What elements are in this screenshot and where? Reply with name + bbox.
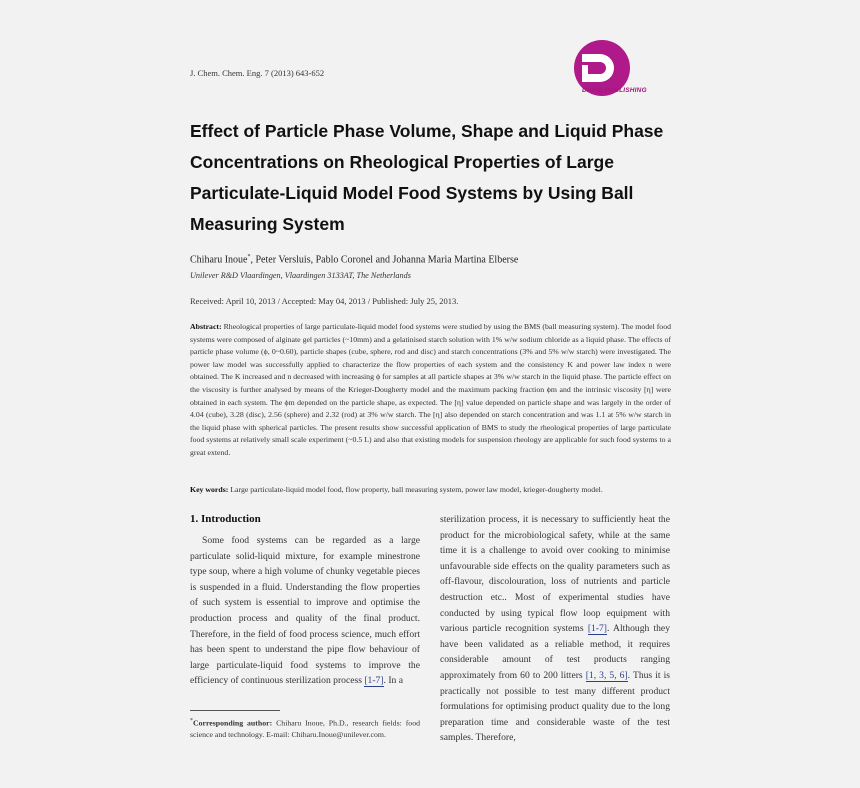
footnote-text: Chiharu Inoue, Ph.D., research fields: food science and technology. E-mail: Chiharu.Inoue@unilever.com. — [190, 718, 421, 739]
footnote-divider — [190, 710, 280, 711]
keywords-label: Key words: — [190, 485, 229, 494]
publication-dates: Received: April 10, 2013 / Accepted: May 04, 2013 / Published: July 25, 2013. — [190, 296, 459, 306]
abstract — [190, 321, 671, 460]
citation-link[interactable]: [1-7] — [364, 675, 384, 687]
keywords-text: Large particulate-liquid model food, flow property, ball measuring system, power law model, krieger-dougherty model. — [230, 485, 603, 494]
publisher-logo-text: DAVID PUBLISHING — [582, 87, 647, 94]
intro-paragraph — [440, 512, 670, 746]
corresponding-author-name: Chiharu Inoue — [190, 254, 248, 266]
abstract-label: Abstract: — [190, 322, 222, 331]
intro-text: . Although they have been validated as a reliable method, it requires considerable amount of test products ranging approximately from 60 to 200 litters — [440, 623, 670, 681]
co-authors: , Peter Versluis, Pablo Coronel and Johanna Maria Martina Elberse — [250, 254, 519, 266]
intro-column-right — [440, 512, 670, 746]
footnote-marker: * — [190, 718, 193, 724]
abstract-text: Rheological properties of large particulate-liquid model food systems were studied by using the BMS (ball measuring system). The model food systems were composed of alginate gel particles (~10mm) and a gelatinised starch solution with 1% w/w sodium chloride as a liquid phase. The effects of particle phase volume (ϕ, 0~0.60), particle shapes (cube, sphere, rod and disc) and starch concentrations (3% and 5% w/w starch) were investigated. The power law model was successfully applied to characterize the flow properties of each system and the consistency K and power law index n were obtained. The K increased and n decreased with increasing ϕ for samples at all particle shapes at 3% w/w starch in the liquid phase. The particle effect on the viscosity is further analysed by means of the Krieger-Dougherty model and the maximum packing fraction ϕm and the intrinsic viscosity [η] were obtained in each system. The ϕm depended on the particle shape, as expected. The [η] value depended on particle shape and was largely in the order of 4.04 (cube), 3.28 (disc), 2.56 (sphere) and 2.32 (rod) at 3% w/w starch. The [η] also depended on starch concentration and was 1.1 at 5% w/w starch in the liquid phase with spherical particles. The present results show successful application of BMS to study the rheological properties of large particulate food systems at relatively small scale experiment (~0.5 L) and also that existing models for suspension rheology are applicable for such food systems to a great extend. — [190, 322, 671, 457]
footnote-label: Corresponding author: — [193, 718, 273, 728]
citation-link[interactable]: [1, 3, 5, 6] — [585, 669, 628, 681]
authors-line — [190, 254, 518, 265]
intro-text: . Thus it is practically not possible to test many different product formulations for optimising product quality due to the long preparation time and considerable waste of the test samples. Therefore, — [440, 669, 670, 744]
footnote-corresponding-author — [190, 716, 420, 740]
intro-column-left — [190, 533, 420, 689]
paper-title: Effect of Particle Phase Volume, Shape and Liquid Phase Concentrations on Rheological Properties of Large Particulate-Liquid Model Food Systems by Using Ball Measuring System — [190, 121, 664, 234]
intro-paragraph — [190, 533, 420, 689]
intro-text: sterilization process, it is necessary to sufficiently heat the product for the microbiological safety, while at the same time it is a challenge to avoid over cooking to minimise unfavourable side effects on the quality parameters such as off-flavour, discolouration, loss of nutrients and particle destruction etc.. Most of experimental studies have conducted by using typical flow loop equipment with various particle recognition systems — [440, 514, 670, 635]
intro-text: Some food systems can be regarded as a large particulate solid-liquid mixture, for example minestrone type soup, where a high volume of chunky vegetable pieces is suspended in a fluid. Understanding the flow properties of such system is essential to improve and optimise the production process and quality of the final product. Therefore, in the field of food process science, much effort has been spent to understand the pipe flow behaviour of large particulate-liquid food systems to improve the efficiency of continuous sterilization process — [190, 535, 420, 687]
intro-text: . In a — [383, 675, 403, 687]
corresponding-marker: * — [247, 254, 251, 260]
section-heading-introduction: 1. Introduction — [190, 513, 261, 525]
journal-reference: J. Chem. Chem. Eng. 7 (2013) 643-652 — [190, 68, 325, 78]
citation-link[interactable]: [1-7] — [587, 623, 607, 635]
affiliation: Unilever R&D Vlaardingen, Vlaardingen 3133AT, The Netherlands — [190, 271, 411, 280]
keywords — [190, 485, 671, 494]
